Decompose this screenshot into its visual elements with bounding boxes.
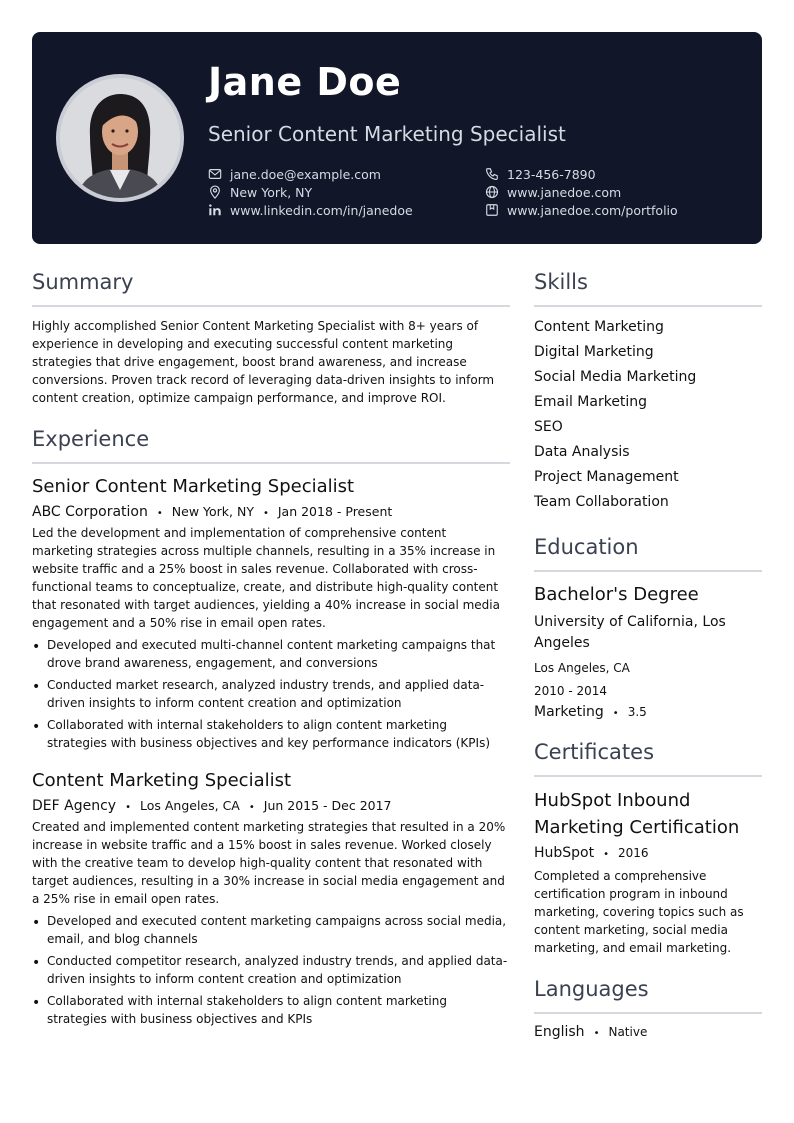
avatar-ring — [56, 74, 184, 202]
education-degree: Bachelor's Degree — [534, 584, 699, 606]
skills-list — [534, 315, 762, 515]
job-location: Los Angeles, CA — [139, 797, 240, 813]
separator-dot: • — [262, 507, 269, 519]
website-text: www.janedoe.com — [507, 184, 622, 200]
summary-heading: Summary — [32, 270, 510, 307]
candidate-title: Senior Content Marketing Specialist — [208, 122, 566, 146]
contact-website[interactable] — [485, 184, 728, 200]
portfolio-icon — [485, 203, 499, 217]
avatar — [60, 78, 180, 198]
job-meta — [32, 504, 510, 520]
skill-item: Email Marketing — [534, 394, 648, 411]
job-description: Created and implemented content marketing strategies that resulted in a 20% increase in website traffic and a 15% boost in sales revenue. Worked closely with the creative team to develop high-quality content that resonated with target audiences, resulting in a 30% increase in social media engagement and a 25% rise in email open rates. — [32, 819, 506, 906]
certificates-heading: Certificates — [534, 740, 762, 777]
candidate-name: Jane Doe — [208, 60, 402, 104]
language-name: English — [534, 1024, 585, 1041]
job-title: Content Marketing Specialist — [32, 769, 292, 791]
email-text: jane.doe@example.com — [230, 166, 381, 182]
contact-phone[interactable] — [485, 166, 728, 182]
job-bullet: • Conducted market research, analyzed industry trends, and applied data-driven insights to inform content creation and optimization — [32, 676, 510, 712]
summary-section — [32, 270, 510, 407]
skill-item: Social Media Marketing — [534, 369, 697, 386]
job-bullet: • Developed and executed multi-channel content marketing campaigns that drove brand awareness, engagement, and conversions — [32, 636, 510, 672]
experience-section — [32, 427, 510, 1027]
certificate-meta — [534, 845, 762, 861]
job-entry — [32, 476, 510, 752]
job-dates: Jan 2018 - Present — [277, 503, 393, 519]
skill-item: Data Analysis — [534, 444, 630, 461]
location-text: New York, NY — [230, 184, 313, 200]
resume-header — [32, 32, 762, 244]
certificate-name: HubSpot Inbound Marketing Certification — [534, 790, 740, 839]
certificate-year: 2016 — [618, 846, 649, 861]
skills-section — [534, 270, 762, 515]
skill-item: Digital Marketing — [534, 344, 654, 361]
certificate-description: Completed a comprehensive certification program in inbound marketing, covering topics such as content marketing, social media marketing, and email marketing. — [534, 869, 744, 956]
contact-email[interactable] — [208, 166, 485, 182]
education-location: Los Angeles, CA — [534, 660, 630, 675]
education-field: Marketing — [534, 703, 604, 720]
certificates-section — [534, 740, 762, 957]
job-meta — [32, 798, 510, 814]
skills-heading: Skills — [534, 270, 762, 307]
job-bullet: • Developed and executed content marketing campaigns across social media, email, and blog channels — [32, 912, 510, 948]
portfolio-text: www.janedoe.com/portfolio — [507, 202, 678, 218]
job-description: Led the development and implementation of comprehensive content marketing strategies across multiple channels, resulting in a 35% increase in website traffic and a 25% boost in sales revenue. Collaborated with cross-functional teams to conceptualize, create, and distribute high-quality content that resonated with target audiences, yielding a 40% increase in social media engagement and a 50% rise in email open rates. — [32, 525, 500, 630]
phone-text: 123-456-7890 — [507, 166, 596, 182]
phone-icon — [485, 167, 499, 181]
globe-icon — [485, 185, 499, 199]
languages-section — [534, 977, 762, 1040]
map-pin-icon — [208, 185, 222, 199]
skill-item: Team Collaboration — [534, 494, 669, 511]
separator-dot: • — [125, 801, 131, 813]
separator-dot: • — [593, 1028, 600, 1040]
mail-icon — [208, 167, 222, 181]
language-item — [534, 1024, 762, 1040]
education-dates: 2010 - 2014 — [534, 683, 608, 698]
skill-item: SEO — [534, 419, 563, 436]
job-bullets — [32, 636, 510, 752]
contact-portfolio[interactable] — [485, 202, 728, 218]
separator-dot: • — [248, 801, 255, 813]
contact-list — [208, 166, 728, 218]
experience-heading: Experience — [32, 427, 510, 464]
separator-dot: • — [612, 707, 619, 719]
education-gpa: 3.5 — [627, 704, 647, 719]
linkedin-text: www.linkedin.com/in/janedoe — [230, 202, 413, 218]
education-school: University of California, Los Angeles — [534, 613, 726, 651]
separator-dot: • — [156, 507, 163, 519]
separator-dot: • — [603, 849, 610, 861]
job-entry — [32, 770, 510, 1028]
certificate-issuer: HubSpot — [534, 845, 595, 862]
job-dates: Jun 2015 - Dec 2017 — [263, 797, 392, 813]
contact-linkedin[interactable] — [208, 202, 485, 218]
job-location: New York, NY — [171, 503, 254, 519]
job-bullet: • Collaborated with internal stakeholders to align content marketing strategies with business objectives and key performance indicators (KPIs) — [32, 716, 510, 752]
linkedin-icon — [208, 203, 222, 217]
main-column — [32, 270, 510, 1048]
job-bullet: • Collaborated with internal stakeholders to align content marketing strategies with business objectives and KPIs — [32, 992, 510, 1028]
languages-heading: Languages — [534, 977, 762, 1014]
profile-photo — [60, 78, 180, 198]
job-bullet: • Conducted competitor research, analyzed industry trends, and applied data-driven insights to inform content creation and optimization — [32, 952, 510, 988]
side-column — [534, 270, 762, 1060]
education-heading: Education — [534, 535, 762, 572]
skill-item: Project Management — [534, 469, 679, 486]
job-title: Senior Content Marketing Specialist — [32, 476, 355, 498]
skill-item: Content Marketing — [534, 319, 664, 336]
job-bullets — [32, 912, 510, 1028]
contact-location — [208, 184, 485, 200]
education-field-row — [534, 704, 762, 720]
education-section — [534, 535, 762, 720]
summary-text: Highly accomplished Senior Content Marketing Specialist with 8+ years of experience in developing and executing successful content marketing strategies that drive engagement, boost brand awareness, and increase conversions. Proven track record of leveraging data-driven insights to inform content creation, optimize campaign performance, and improve ROI. — [32, 319, 495, 406]
job-company: DEF Agency — [32, 797, 117, 814]
language-level: Native — [608, 1025, 648, 1040]
job-company: ABC Corporation — [32, 503, 148, 520]
